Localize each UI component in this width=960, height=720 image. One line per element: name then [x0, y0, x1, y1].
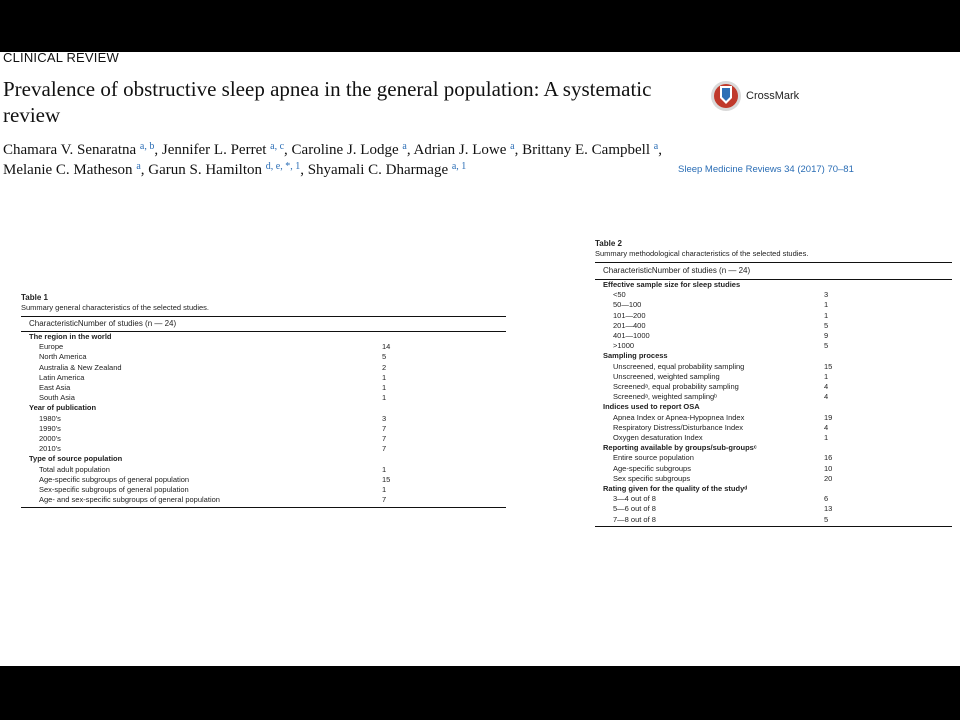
table-section-row — [595, 484, 952, 494]
table-1 — [21, 293, 506, 508]
row-value: 9 — [824, 331, 829, 341]
row-label: Total adult population — [39, 464, 110, 474]
row-label: Apnea Index or Apnea-Hypopnea Index — [613, 412, 745, 422]
row-label: Oxygen desaturation Index — [613, 433, 703, 443]
author-name: Brittany E. Campbell — [522, 142, 651, 158]
row-label: South Asia — [39, 393, 75, 403]
row-label: Indices used to report OSA — [603, 402, 700, 412]
row-label: 201—400 — [613, 320, 646, 330]
row-label: Type of source population — [29, 454, 123, 464]
table-row — [21, 393, 506, 403]
row-label: Latin America — [39, 372, 85, 382]
table-row — [21, 414, 506, 424]
author-affiliation[interactable]: a — [653, 141, 659, 152]
row-label: 2010's — [39, 444, 61, 454]
table-row — [21, 373, 506, 383]
author-affiliation[interactable]: a, 1 — [451, 160, 467, 172]
row-value: 1 — [382, 464, 387, 474]
row-value: 1 — [382, 383, 387, 393]
table-header — [21, 316, 506, 332]
row-value: 4 — [824, 392, 829, 402]
row-value: 6 — [824, 494, 829, 504]
table-caption: Summary general characteristics of the selected studies. — [21, 303, 210, 312]
row-label: East Asia — [39, 383, 71, 393]
table-row — [595, 453, 952, 463]
table-row — [21, 444, 506, 454]
row-value: 5 — [824, 341, 829, 351]
row-value: 7 — [382, 444, 387, 454]
table-row — [595, 504, 952, 514]
table-row — [595, 372, 952, 382]
row-value: 3 — [382, 413, 387, 423]
row-label: <50 — [613, 290, 626, 300]
table-row — [21, 424, 506, 434]
row-value — [382, 454, 506, 464]
table-body — [21, 332, 506, 505]
table-section-row — [595, 351, 952, 361]
table-section-row — [595, 280, 952, 290]
table-row — [21, 383, 506, 393]
table-row — [21, 434, 506, 444]
row-label: Respiratory Distress/Disturbance Index — [613, 422, 744, 432]
row-label: Screenedᵃ, equal probability sampling — [613, 382, 739, 392]
row-label: Australia & New Zealand — [39, 362, 122, 372]
row-value: 4 — [824, 422, 829, 432]
table-row — [595, 515, 952, 525]
column-header: Number of studies (n — 24) — [651, 266, 751, 275]
author-list: Chamara V. Senaratna $^{a, b}$, Jennifer L. Perret $^{a, c}$, Caroline J. Lodge $^a$, Adrian J. Lowe $^a$, Brittany E. Campbell $^a$, Melanie C. Matheson $^a$, Garun S. Hamilton $^{d, e, *, 1}$, Shyamali C. Dharmage $^{a, 1}$ — [3, 141, 662, 178]
author-name: Melanie C. Matheson — [3, 161, 133, 178]
row-value: 10 — [824, 463, 833, 473]
row-value: 19 — [824, 412, 833, 422]
row-label: Age- and sex-specific subgroups of general population — [39, 495, 220, 505]
row-label: Entire source population — [613, 453, 694, 463]
slide — [0, 52, 960, 666]
author-affiliation[interactable]: a — [402, 141, 407, 152]
row-label: Age-specific subgroups of general population — [39, 474, 190, 484]
author-affiliation[interactable]: d, e, *, 1 — [265, 160, 301, 172]
row-label: Unscreened, equal probability sampling — [613, 361, 745, 371]
row-label: 401—1000 — [613, 331, 650, 341]
table-row — [21, 363, 506, 373]
row-label: >1000 — [613, 341, 635, 351]
row-value: 7 — [382, 495, 387, 505]
table-2 — [595, 239, 952, 527]
table-row — [595, 382, 952, 392]
author-name: Caroline J. Lodge — [291, 142, 399, 158]
table-row — [21, 465, 506, 475]
crossmark-badge[interactable] — [710, 80, 799, 112]
table-row — [21, 342, 506, 352]
row-value: 1 — [824, 310, 829, 320]
table-section-row — [595, 402, 952, 412]
row-label: 7—8 out of 8 — [613, 514, 656, 524]
row-label: Europe — [39, 342, 64, 352]
column-header: Characteristic — [603, 266, 652, 275]
table-bottom-rule — [595, 526, 952, 527]
row-label: Sex specific subgroups — [613, 473, 691, 483]
row-value: 1 — [382, 393, 387, 403]
table-row — [595, 290, 952, 300]
section-label: CLINICAL REVIEW — [3, 52, 119, 65]
table-section-row — [21, 403, 506, 413]
table-row — [21, 475, 506, 485]
author-name: Shyamali C. Dharmage — [307, 161, 449, 178]
row-label: 1990's — [39, 423, 61, 433]
table-section-row — [595, 443, 952, 453]
table-row — [595, 321, 952, 331]
row-value: 1 — [824, 371, 829, 381]
row-value: 15 — [382, 474, 391, 484]
row-value — [824, 351, 952, 361]
table-row — [595, 413, 952, 423]
table-row — [595, 392, 952, 402]
crossmark-label: CrossMark — [746, 90, 800, 102]
row-label: Unscreened, weighted sampling — [613, 371, 720, 381]
row-value — [382, 403, 506, 413]
author-name: Adrian J. Lowe — [413, 142, 507, 158]
row-value: 5 — [824, 320, 829, 330]
row-value: 15 — [824, 361, 833, 371]
row-label: Reporting available by groups/sub-groupsᶜ — [603, 443, 757, 453]
row-value: 1 — [382, 485, 387, 495]
row-label: Rating given for the quality of the studyᵈ — [603, 484, 748, 494]
row-value: 13 — [824, 504, 833, 514]
table-row — [595, 311, 952, 321]
author-affiliation[interactable]: a, c — [270, 141, 285, 152]
row-label: 1980's — [39, 413, 61, 423]
table-row — [595, 331, 952, 341]
table-row — [595, 423, 952, 433]
row-value — [824, 484, 952, 494]
row-value: 3 — [824, 290, 829, 300]
row-value: 1 — [382, 372, 387, 382]
author-name: Chamara V. Senaratna — [3, 142, 137, 158]
table-row — [595, 464, 952, 474]
row-value: 20 — [824, 473, 833, 483]
row-label: Sampling process — [603, 351, 668, 361]
table-row — [21, 495, 506, 505]
table-bottom-rule — [21, 507, 506, 508]
table-section-row — [21, 454, 506, 464]
table-row — [595, 494, 952, 504]
author-affiliation[interactable]: a — [136, 160, 141, 172]
row-value: 16 — [824, 453, 833, 463]
author-name: Jennifer L. Perret — [161, 142, 267, 158]
table-row — [595, 433, 952, 443]
journal-reference[interactable]: Sleep Medicine Reviews 34 (2017) 70–81 — [678, 164, 854, 175]
author-affiliation[interactable]: a, b — [139, 141, 155, 152]
row-value: 4 — [824, 382, 829, 392]
paper-title: Prevalence of obstructive sleep apnea in the general population: A systematic review — [3, 77, 652, 127]
column-header: Characteristic — [29, 319, 78, 328]
row-value — [824, 443, 952, 453]
author-name: Garun S. Hamilton — [148, 161, 263, 178]
row-value — [824, 402, 952, 412]
row-value: 1 — [824, 433, 829, 443]
row-value: 5 — [824, 514, 829, 524]
table-label: Table 1 — [21, 293, 48, 302]
row-value: 7 — [382, 434, 387, 444]
row-value: 7 — [382, 423, 387, 433]
row-label: 3—4 out of 8 — [613, 494, 656, 504]
row-label: Screenedᵃ, weighted samplingᵇ — [613, 392, 718, 402]
table-row — [595, 341, 952, 351]
table-header — [595, 262, 952, 280]
author-affiliation[interactable]: a — [510, 141, 515, 152]
table-row — [595, 362, 952, 372]
crossmark-icon — [710, 80, 742, 112]
row-label: North America — [39, 352, 87, 362]
row-value — [824, 280, 952, 290]
table-row — [595, 474, 952, 484]
table-row — [595, 300, 952, 310]
row-value: 2 — [382, 362, 387, 372]
row-value: 5 — [382, 352, 387, 362]
table-body — [595, 280, 952, 525]
row-label: Age-specific subgroups — [613, 463, 691, 473]
table-section-row — [21, 332, 506, 342]
row-label: The region in the world — [29, 332, 112, 341]
row-value — [382, 332, 506, 342]
row-label: Year of publication — [29, 403, 97, 413]
row-label: 5—6 out of 8 — [613, 504, 656, 514]
table-label: Table 2 — [595, 239, 622, 248]
table-row — [21, 352, 506, 362]
row-value: 1 — [824, 300, 829, 310]
table-caption: Summary methodological characteristics of the selected studies. — [595, 249, 809, 258]
row-label: 50—100 — [613, 300, 642, 310]
row-label: Sex-specific subgroups of general population — [39, 485, 189, 495]
row-label: Effective sample size for sleep studies — [603, 280, 741, 289]
row-label: 101—200 — [613, 310, 646, 320]
row-value: 14 — [382, 342, 391, 352]
table-row — [21, 485, 506, 495]
row-label: 2000's — [39, 434, 61, 444]
column-header: Number of studies (n — 24) — [77, 319, 177, 328]
